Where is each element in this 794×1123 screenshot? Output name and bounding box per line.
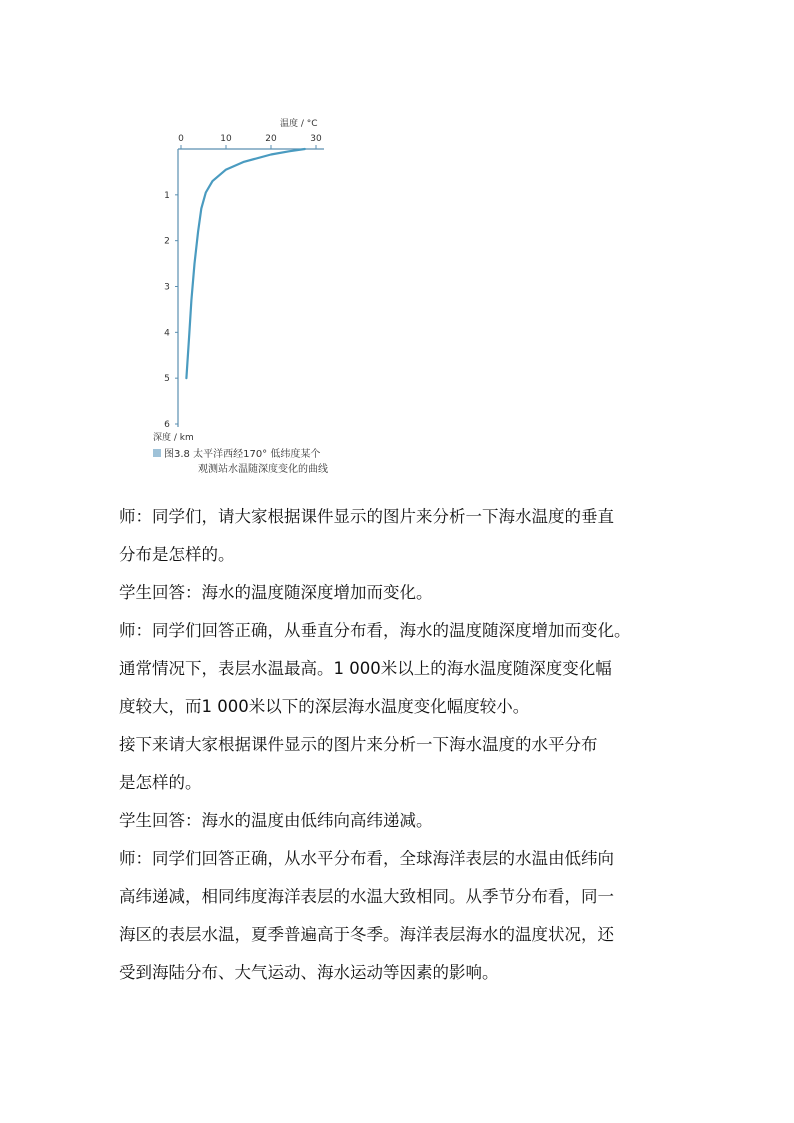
paragraph-line: 学生回答：海水的温度随深度增加而变化。 (119, 583, 433, 602)
y-tick-label: 5 (164, 374, 170, 385)
paragraph-line: 是怎样的。 (119, 773, 202, 792)
paragraph-line: 海区的表层水温，夏季普遍高于冬季。海洋表层海水的温度状况，还 (119, 925, 614, 944)
figure-caption-line2: 观测站水温随深度变化的曲线 (198, 464, 328, 475)
lesson-text (119, 498, 679, 992)
x-tick-label: 0 (178, 134, 184, 144)
y-tick-label: 1 (164, 190, 170, 201)
paragraph-line: 高纬递减，相同纬度海洋表层的水温大致相同。从季节分布看，同一 (119, 887, 614, 906)
x-tick-label: 20 (265, 134, 277, 144)
y-tick-label: 2 (164, 236, 170, 247)
x-tick-label: 10 (220, 134, 232, 144)
temperature-curve (186, 149, 304, 378)
paragraph-line: 师：同学们回答正确，从水平分布看，全球海洋表层的水温由低纬向 (119, 849, 614, 868)
caption-marker (153, 449, 161, 457)
x-axis-label: 温度 / °C (280, 119, 318, 129)
figure-caption-line1 (164, 445, 320, 460)
paragraph-line: 师：同学们回答正确，从垂直分布看，海水的温度随深度增加而变化。 (119, 621, 631, 640)
paragraph-line: 度较大，而1 000米以下的深层海水温度变化幅度较小。 (119, 697, 530, 716)
paragraph-line: 受到海陆分布、大气运动、海水运动等因素的影响。 (119, 963, 499, 982)
figure-caption-title: 太平洋西经170° 低纬度某个 (193, 449, 321, 460)
y-tick-label: 3 (164, 282, 170, 293)
paragraph-line: 学生回答：海水的温度由低纬向高纬递减。 (119, 811, 433, 830)
figure-caption-label: 图3.8 (164, 449, 190, 460)
temperature-depth-figure (146, 104, 370, 490)
y-axis-label: 深度 / km (153, 433, 194, 443)
x-tick-label: 30 (310, 134, 322, 144)
paragraph-line: 师：同学们，请大家根据课件显示的图片来分析一下海水温度的垂直 (119, 507, 614, 526)
paragraph-line: 接下来请大家根据课件显示的图片来分析一下海水温度的水平分布 (119, 735, 598, 754)
y-tick-label: 4 (164, 328, 170, 339)
y-tick-label: 6 (164, 420, 170, 430)
paragraph-line: 分布是怎样的。 (119, 545, 235, 564)
paragraph-line: 通常情况下，表层水温最高。1 000米以上的海水温度随深度变化幅 (119, 659, 612, 678)
